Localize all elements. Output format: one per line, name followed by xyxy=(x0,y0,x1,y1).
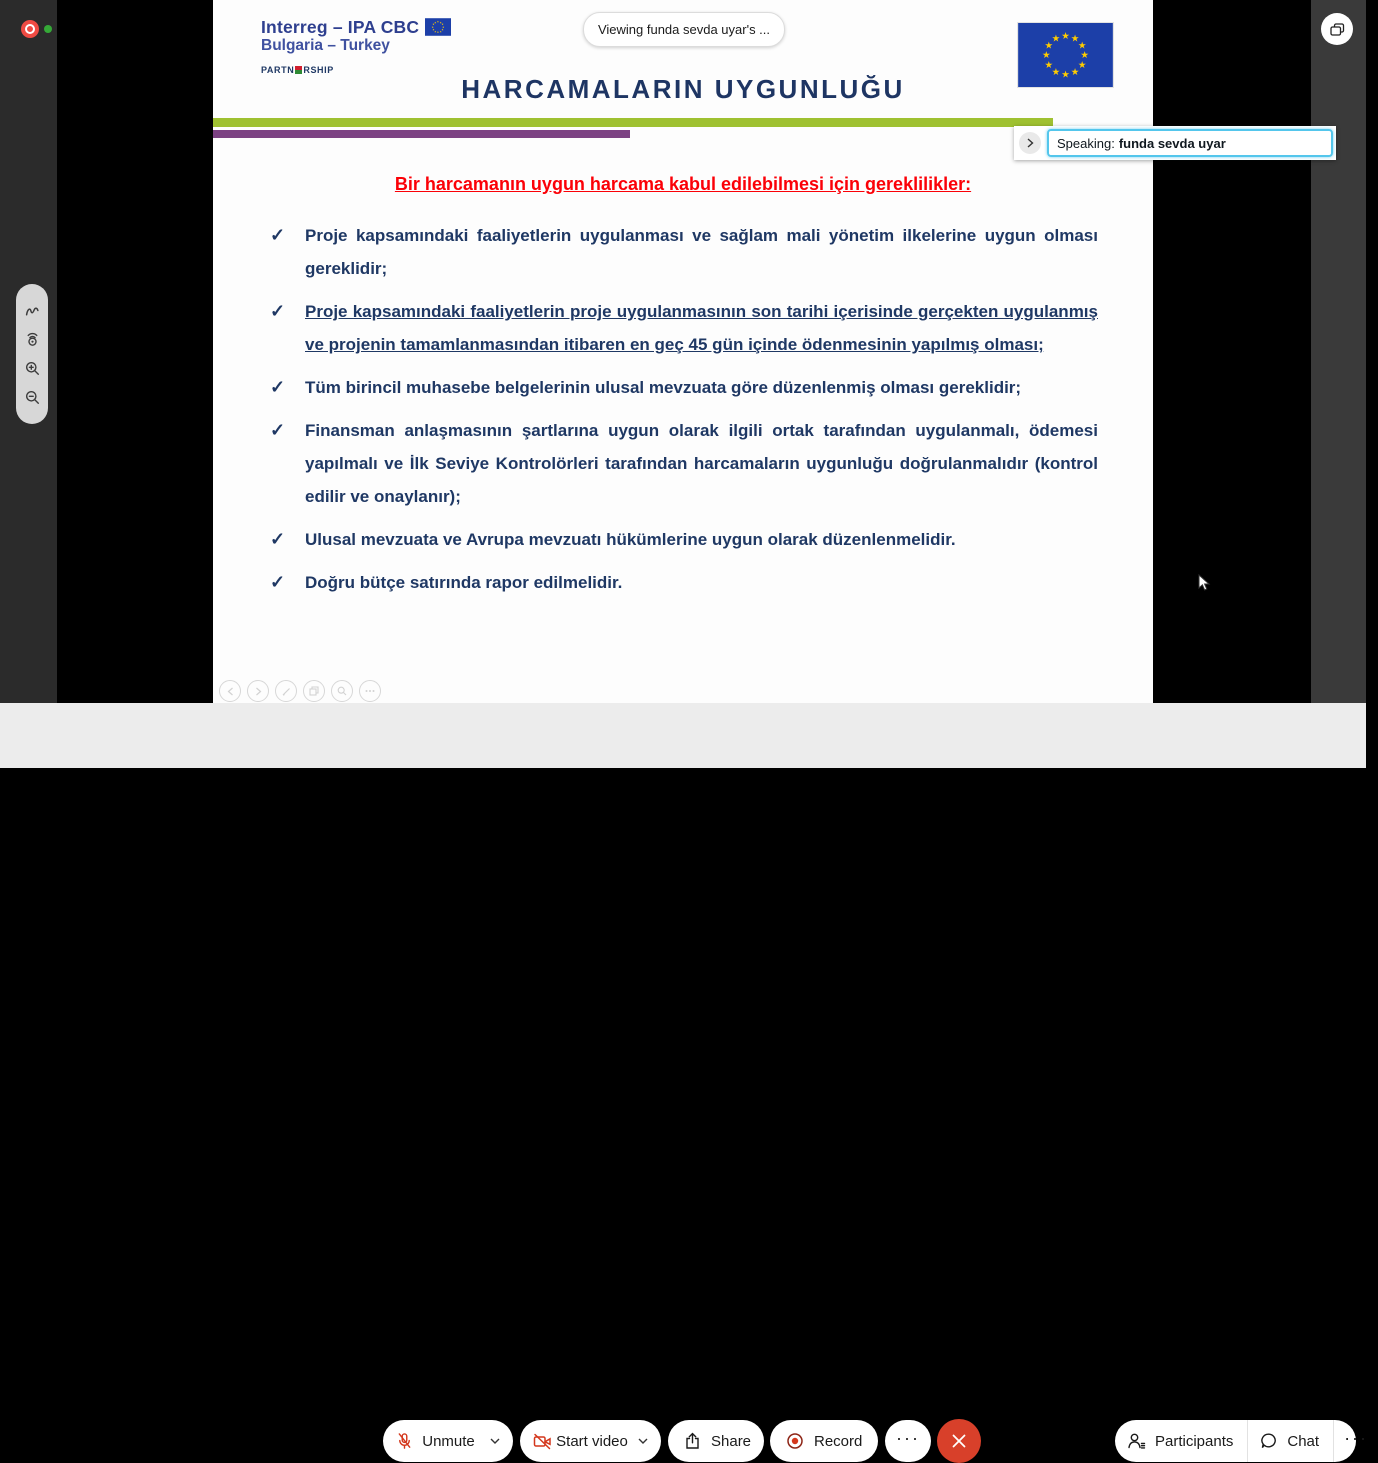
switch-layout-button[interactable] xyxy=(1321,13,1353,45)
bullet-text: Finansman anlaşmasının şartlarına uygun olarak ilgili ortak tarafından uygulanmalı, ödemesi yapılmalı ve İlk Seviye Kontrolörleri tarafından harcamaların uygunluğu doğrulanmalıdır (kontrol edilir ve onaylanır); xyxy=(305,421,1098,506)
speaking-indicator: Speaking: funda sevda uyar xyxy=(1047,129,1333,157)
unmute-button[interactable]: Unmute xyxy=(383,1420,513,1462)
collapse-chevron-icon[interactable] xyxy=(1019,132,1041,154)
svg-text:★: ★ xyxy=(1070,66,1080,78)
check-icon: ✓ xyxy=(270,377,286,397)
camera-muted-icon xyxy=(533,1433,552,1450)
svg-text:★: ★ xyxy=(434,30,437,34)
right-panel xyxy=(1311,0,1366,703)
svg-text:★: ★ xyxy=(1051,33,1061,45)
eu-flag xyxy=(1018,23,1113,87)
record-button[interactable]: Record xyxy=(770,1420,878,1462)
annotate-pen-icon[interactable] xyxy=(23,301,41,319)
svg-text:★: ★ xyxy=(431,26,435,30)
eu-mini-flag-icon xyxy=(425,18,451,36)
laser-pointer-icon[interactable] xyxy=(23,330,41,348)
recording-indicator-icon xyxy=(21,20,39,38)
svg-text:★: ★ xyxy=(441,23,444,27)
bullet-item xyxy=(270,414,1098,513)
bullet-text: Doğru bütçe satırında rapor edilmelidir. xyxy=(305,573,623,592)
leave-meeting-button[interactable] xyxy=(937,1419,981,1463)
viewing-banner[interactable]: Viewing funda sevda uyar's ... xyxy=(583,12,785,47)
svg-text:★: ★ xyxy=(437,31,440,35)
more-options-button[interactable] xyxy=(885,1420,931,1462)
svg-text:★: ★ xyxy=(1077,59,1087,71)
bullet-text: Proje kapsamındaki faaliyetlerin proje uygulanmasının son tarihi içerisinde gerçekten uygulanmış ve projenin tamamlanmasından itibaren en geç 45 gün içinde ödenmesinin yapılmış olması; xyxy=(305,302,1098,354)
slide-annotate-button[interactable] xyxy=(275,680,297,702)
green-divider-bar xyxy=(213,118,1053,127)
svg-text:★: ★ xyxy=(1051,66,1061,78)
svg-text:★: ★ xyxy=(1061,69,1070,81)
participants-icon xyxy=(1127,1432,1146,1450)
record-icon xyxy=(786,1432,804,1450)
share-icon xyxy=(684,1432,701,1450)
svg-text:★: ★ xyxy=(1077,40,1087,52)
svg-text:★: ★ xyxy=(432,28,435,32)
speaker-name: funda sevda uyar xyxy=(1118,135,1226,151)
svg-text:★: ★ xyxy=(1080,50,1089,62)
panel-buttons xyxy=(1115,1420,1369,1462)
chat-button[interactable]: Chat xyxy=(1248,1420,1333,1462)
more-panels-button[interactable] xyxy=(1334,1420,1378,1462)
check-icon: ✓ xyxy=(270,420,286,440)
interreg-logo xyxy=(261,18,451,75)
slide-controls xyxy=(219,680,381,702)
bullet-text: Ulusal mevzuata ve Avrupa mevzuatı hükümlerine uygun olarak düzenlenmelidir. xyxy=(305,530,956,549)
zoom-out-icon[interactable] xyxy=(23,389,41,407)
svg-text:★: ★ xyxy=(439,30,443,34)
left-panel xyxy=(0,0,57,703)
check-icon: ✓ xyxy=(270,225,286,245)
annotation-toolbar xyxy=(16,284,48,424)
logo-partnership: PARTN RSHIP xyxy=(261,64,334,75)
check-icon: ✓ xyxy=(270,529,286,549)
slide-copy-button[interactable] xyxy=(303,680,325,702)
svg-text:★: ★ xyxy=(1070,33,1080,45)
active-speaker-panel xyxy=(1014,126,1336,160)
svg-text:★: ★ xyxy=(437,20,440,24)
bullet-item xyxy=(270,219,1098,285)
bullet-text: Tüm birincil muhasebe belgelerinin ulusal mevzuata göre düzenlenmiş olması gereklidir; xyxy=(305,378,1022,397)
logo-line1: Interreg – IPA CBC xyxy=(261,17,420,37)
chevron-down-icon[interactable] xyxy=(638,1438,648,1444)
start-video-button[interactable]: Start video xyxy=(520,1420,661,1462)
bullet-item xyxy=(270,295,1098,361)
check-icon: ✓ xyxy=(270,572,286,592)
chevron-down-icon[interactable] xyxy=(490,1438,500,1444)
slide-title: HARCAMALARIN UYGUNLUĞU xyxy=(461,74,905,104)
shared-presentation-slide xyxy=(213,0,1153,703)
slide-prev-button[interactable] xyxy=(219,680,241,702)
svg-text:★: ★ xyxy=(1061,31,1070,42)
more-dots-icon: ··· xyxy=(1344,1428,1369,1448)
svg-text:★: ★ xyxy=(1044,40,1054,52)
bullet-item xyxy=(270,523,1098,556)
bullet-text: Proje kapsamındaki faaliyetlerin uygulanması ve sağlam mali yönetim ilkelerine uygun olması gereklidir; xyxy=(305,226,1098,278)
bullet-item xyxy=(270,371,1098,404)
svg-text:★: ★ xyxy=(432,23,435,27)
svg-text:★: ★ xyxy=(434,21,437,25)
purple-divider-bar xyxy=(213,130,630,138)
svg-text:★: ★ xyxy=(442,26,445,30)
close-icon xyxy=(951,1433,967,1449)
slide-heading: Bir harcamanın uygun harcama kabul edilebilmesi için gereklilikler: xyxy=(394,174,972,194)
chat-icon xyxy=(1260,1432,1278,1450)
mic-muted-icon xyxy=(396,1432,413,1451)
logo-line2: Bulgaria – Turkey xyxy=(261,37,390,55)
svg-text:★: ★ xyxy=(439,21,443,25)
zoom-in-icon[interactable] xyxy=(23,360,41,378)
slide-zoom-button[interactable] xyxy=(331,680,353,702)
svg-text:★: ★ xyxy=(441,28,444,32)
participants-button[interactable]: Participants xyxy=(1115,1420,1247,1462)
bullet-list xyxy=(270,219,1098,609)
control-bar xyxy=(0,703,1369,1450)
status-green-dot-icon xyxy=(44,25,52,33)
check-icon: ✓ xyxy=(270,301,286,321)
mouse-cursor xyxy=(1198,574,1211,597)
svg-text:★: ★ xyxy=(1044,59,1054,71)
slide-next-button[interactable] xyxy=(247,680,269,702)
slide-more-button[interactable] xyxy=(359,680,381,702)
bullet-item xyxy=(270,566,1098,599)
share-button[interactable]: Share xyxy=(668,1420,764,1462)
more-dots-icon: ··· xyxy=(896,1428,920,1448)
svg-text:★: ★ xyxy=(1042,50,1051,62)
